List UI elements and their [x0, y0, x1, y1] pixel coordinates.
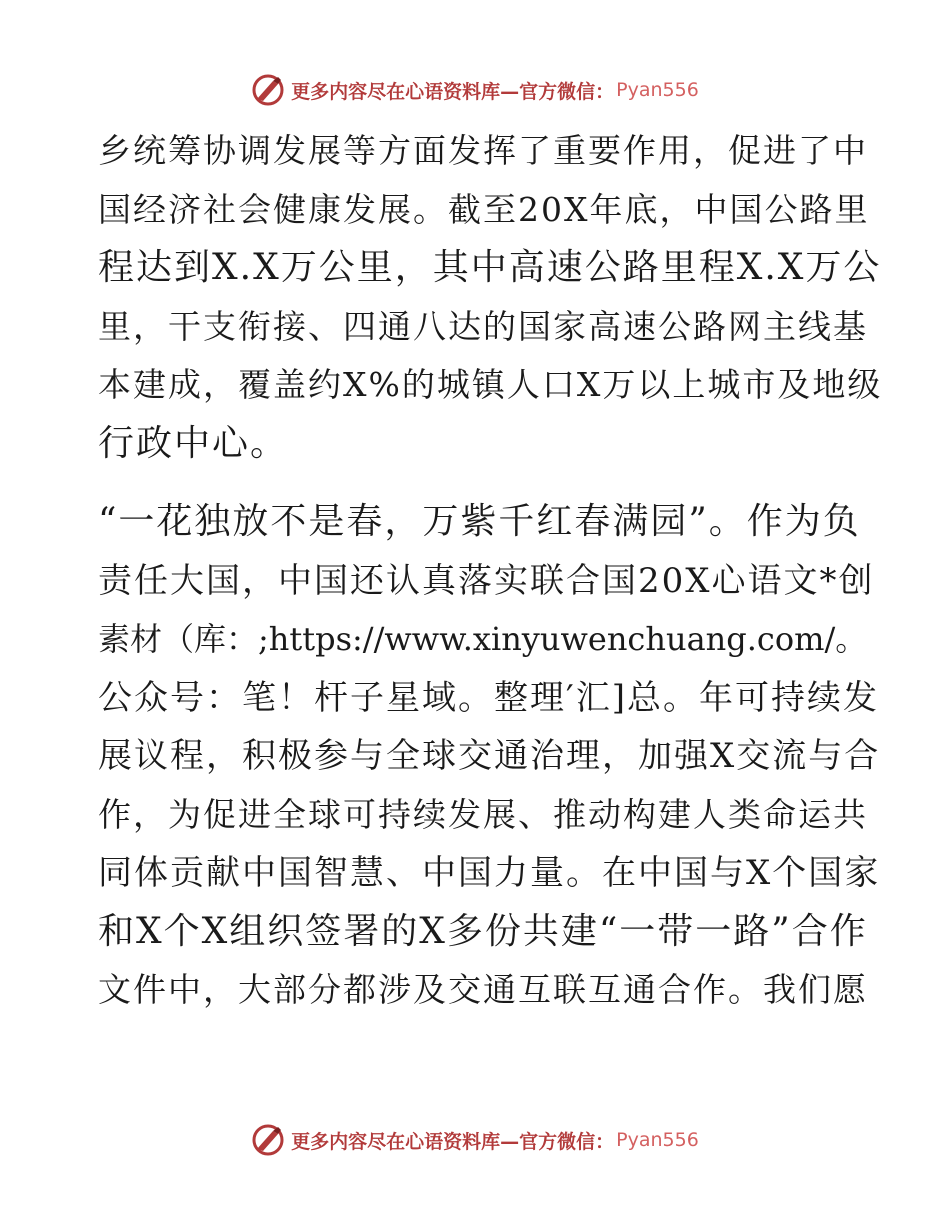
- document-body: [98, 122, 883, 1020]
- text-line: 公众号：笔！杆子星域。整理′汇]总。年可持续发: [98, 677, 879, 718]
- text-line: 同体贡献中国智慧、中国力量。在中国与X个国家: [98, 853, 881, 893]
- text-line: 展议程，积极参与全球交通治理，加强X交流与合: [98, 736, 881, 776]
- text-line: 行政中心。: [98, 422, 289, 464]
- footer-contact: Pyan556: [616, 1129, 699, 1151]
- footer-text: 更多内容尽在心语资料库—官方微信：: [291, 1130, 615, 1153]
- text-line: 和X个X组织签署的X多份共建“一带一路”合作: [98, 910, 868, 952]
- header-banner: [0, 70, 950, 110]
- text-line: 里，干支衔接、四通八达的国家高速公路网主线基: [98, 306, 868, 346]
- text-line: “一花独放不是春，万紫千红春满园”。作为负: [98, 501, 861, 542]
- text-line: 作，为促进全球可持续发展、推动构建人类命运共: [98, 794, 868, 834]
- paragraph-gap: [98, 473, 858, 493]
- text-line: 本建成，覆盖约X%的城镇人口X万以上城市及地级: [98, 365, 883, 404]
- text-line: 文件中，大部分都涉及交通互联互通合作。我们愿: [98, 970, 868, 1009]
- paragraph-2: [98, 493, 881, 1020]
- text-line: 国经济社会健康发展。截至20X年底，中国公路里: [98, 189, 870, 229]
- paragraph-1: [98, 122, 883, 473]
- header-contact: Pyan556: [616, 79, 699, 101]
- header-text: 更多内容尽在心语资料库—官方微信：: [291, 80, 615, 103]
- brush-pen-logo-icon: [251, 73, 285, 107]
- text-line: 责任大国，中国还认真落实联合国20X心语文*创: [98, 560, 875, 601]
- brush-pen-logo-icon: [251, 1123, 285, 1157]
- text-line: 乡统筹协调发展等方面发挥了重要作用，促进了中: [98, 131, 868, 170]
- text-line: 素材（库：;https://www.xinyuwenchuang.com/。: [98, 620, 868, 658]
- text-line: 程达到X.X万公里，其中高速公路里程X.X万公: [98, 247, 882, 288]
- footer-banner: [0, 1120, 950, 1160]
